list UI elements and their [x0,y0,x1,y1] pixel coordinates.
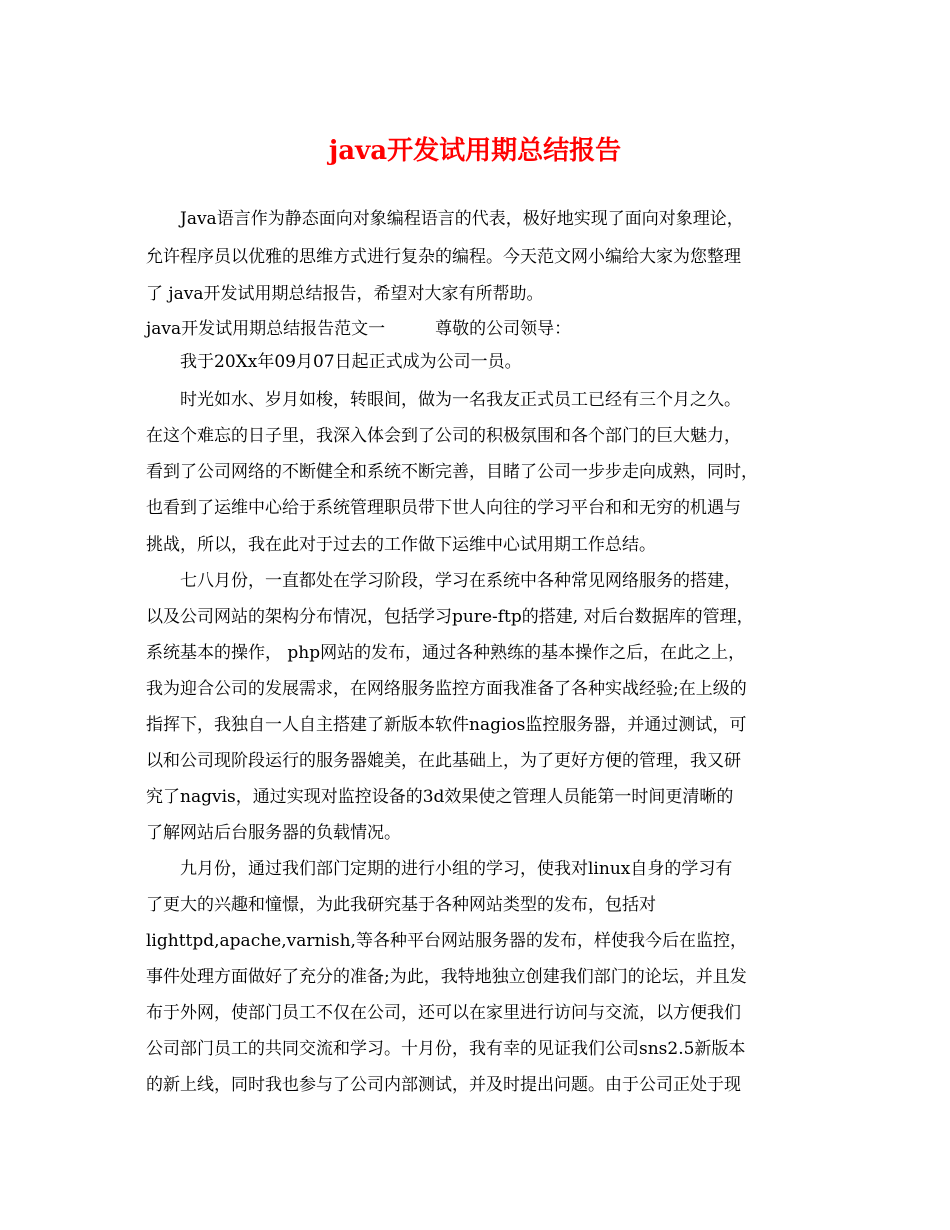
text-line: 也看到了运维中心给于系统管理职员带下世人向往的学习平台和和无穷的机遇与 [146,498,741,518]
text-line: 了解网站后台服务器的负载情况。 [146,823,401,843]
text-line: 了更大的兴趣和憧憬，为此我研究基于各种网站类型的发布，包括对 [146,895,656,915]
text-line: 允许程序员以优雅的思维方式进行复杂的编程。今天范文网小编给大家为您整理 [146,247,741,267]
text-line: 事件处理方面做好了充分的准备;为此，我特地独立创建我们部门的论坛，并且发 [146,967,747,987]
text-line: 在这个难忘的日子里，我深入体会到了公司的积极氛围和各个部门的巨大魅力， [146,426,741,446]
text-line: 布于外网，使部门员工不仅在公司，还可以在家里进行访问与交流，以方便我们 [146,1003,741,1023]
document-title: java开发试用期总结报告 [328,136,622,166]
text-line: 九月份，通过我们部门定期的进行小组的学习，使我对linux自身的学习有 [180,859,733,879]
text-line: 系统基本的操作， php网站的发布，通过各种熟练的基本操作之后，在此之上， [146,643,746,663]
text-line: 公司部门员工的共同交流和学习。十月份，我有幸的见证我们公司sns2.5新版本 [146,1039,746,1059]
text-line: 究了nagvis，通过实现对监控设备的3d效果使之管理人员能第一时间更清晰的 [146,787,734,807]
text-line: 以和公司现阶段运行的服务器媲美，在此基础上，为了更好方便的管理，我又研 [146,751,741,771]
text-line: 挑战，所以，我在此对于过去的工作做下运维中心试用期工作总结。 [146,535,656,555]
text-line: lighttpd,apache,varnish,等各种平台网站服务器的发布，样使我今后在监控， [146,931,747,951]
salutation: 尊敬的公司领导： [435,319,572,339]
text-line-heading [146,317,571,341]
text-line: 了 java开发试用期总结报告，希望对大家有所帮助。 [146,284,544,304]
text-line: 我为迎合公司的发展需求，在网络服务监控方面我准备了各种实战经验;在上级的 [146,679,747,699]
text-line: 看到了公司网络的不断健全和系统不断完善，目睹了公司一步步走向成熟，同时， [146,462,758,482]
text-line: 我于20Xx年09月07日起正式成为公司一员。 [180,352,522,372]
text-line: Java语言作为静态面向对象编程语言的代表，极好地实现了面向对象理论， [180,209,744,229]
text-line: 指挥下，我独自一人自主搭建了新版本软件nagios监控服务器，并通过测试，可 [146,715,747,735]
text-line: 以及公司网站的架构分布情况，包括学习pure-ftp的搭建, 对后台数据库的管理， [146,607,754,627]
text-line: 七八月份，一直都处在学习阶段，学习在系统中各种常见网络服务的搭建， [180,571,741,591]
text-line: 的新上线，同时我也参与了公司内部测试，并及时提出问题。由于公司正处于现 [146,1075,741,1095]
section-heading: java开发试用期总结报告范文一 [146,319,386,339]
text-line: 时光如水、岁月如梭，转眼间，做为一名我友正式员工已经有三个月之久。 [180,390,741,410]
